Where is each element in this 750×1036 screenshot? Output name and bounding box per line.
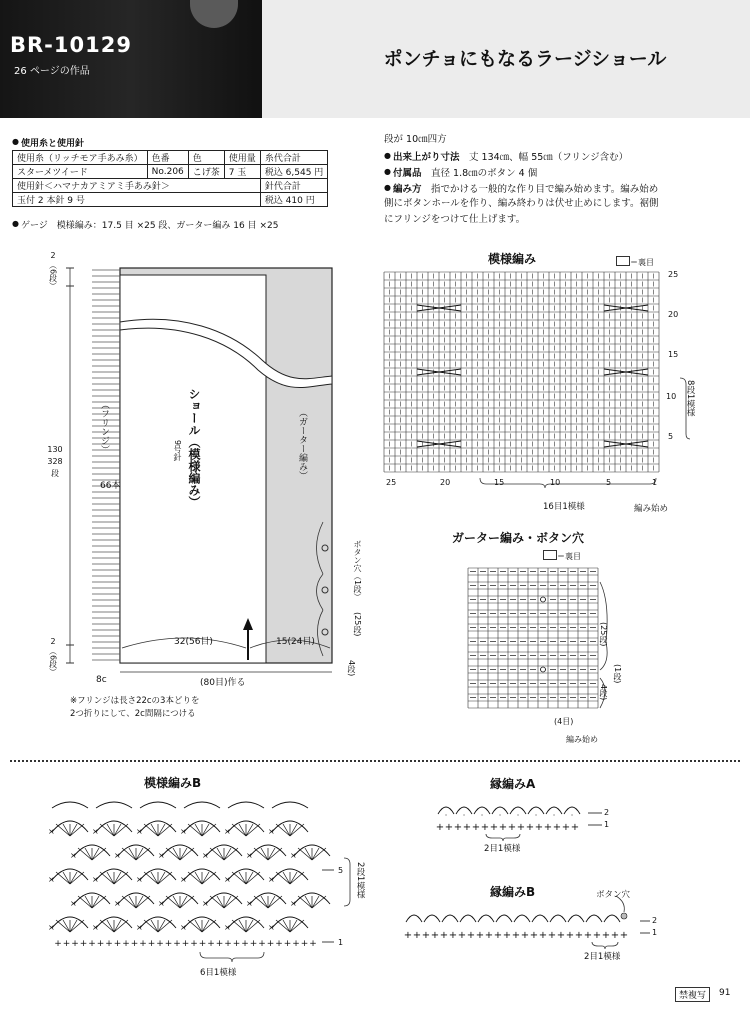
fringe-width: 8c — [96, 675, 107, 685]
size-label: ● 出来上がり寸法 — [384, 152, 460, 163]
svg-text:+: + — [610, 930, 620, 941]
svg-text:+: + — [592, 930, 602, 941]
svg-text:+: + — [444, 822, 454, 833]
svg-text:×: × — [180, 923, 187, 932]
x-tick-1: 1 — [652, 478, 658, 487]
pattern-repeat-rows: 8段1模様 — [685, 380, 695, 417]
svg-text:+: + — [574, 930, 584, 941]
garter-rows-1: (1段) — [613, 664, 622, 684]
svg-text:+: + — [190, 939, 198, 949]
edge-a-title: 縁編みA — [490, 777, 536, 791]
garter-stitches-4: (4目) — [554, 717, 574, 726]
edge-a-repeat: 2目1模様 — [484, 844, 521, 854]
page-title: ポンチョにもなるラージショール — [383, 48, 667, 70]
svg-text:×: × — [70, 899, 77, 908]
pattern-b-rows: 2段1模様 — [355, 862, 365, 899]
svg-text:+: + — [448, 930, 458, 941]
edge-b-buttonhole: ボタン穴 — [596, 890, 631, 900]
svg-text:+: + — [122, 939, 130, 949]
svg-text:+: + — [552, 822, 562, 833]
svg-text:+: + — [249, 939, 258, 949]
width-32: 32(56目) — [174, 637, 213, 647]
svg-text:+: + — [484, 930, 494, 941]
y-tick-25: 25 — [668, 270, 679, 279]
edge-b-title: 縁編みB — [490, 885, 536, 899]
svg-text:+: + — [300, 939, 309, 949]
buttonhole-label: ボタン穴（1段） — [353, 540, 362, 602]
size-value: 丈 134㎝、幅 55㎝（フリンジ含む） — [469, 152, 629, 163]
copy-prohibited-badge: 禁複写 — [675, 987, 710, 1002]
svg-text:×: × — [180, 875, 187, 884]
edge-a-row-2: 2 — [604, 808, 610, 817]
accessories-label: ● 付属品 — [384, 168, 422, 179]
svg-text:+: + — [453, 822, 463, 833]
svg-text:×: × — [224, 827, 231, 836]
table-cell: 針代合計 — [260, 179, 328, 193]
svg-text:+: + — [498, 822, 508, 833]
svg-text:+: + — [471, 822, 481, 833]
svg-text:+: + — [466, 930, 476, 941]
svg-text:·: · — [444, 811, 448, 820]
bottom-dimension: 2 （6段） — [48, 637, 58, 677]
svg-text:+: + — [439, 930, 449, 941]
svg-text:+: + — [547, 930, 557, 941]
svg-text:+: + — [516, 822, 526, 833]
svg-text:+: + — [403, 930, 413, 941]
fringe-note: ※フリンジは長さ22cの3本どりを 2つ折りにして、2c間隔につける — [70, 696, 200, 719]
svg-text:+: + — [164, 939, 173, 949]
svg-text:+: + — [529, 930, 539, 941]
svg-text:+: + — [507, 822, 517, 833]
svg-text:+: + — [292, 939, 300, 949]
svg-text:×: × — [92, 875, 99, 884]
garter-chart-title: ガーター編み・ボタン穴 — [452, 531, 585, 545]
table-cell: 色 — [188, 151, 224, 165]
svg-text:×: × — [290, 899, 297, 908]
svg-text:×: × — [48, 827, 55, 836]
garter-chart-legend: ＝裏目 — [543, 550, 581, 562]
needle-size: 9号針 — [173, 440, 182, 462]
table-cell: 税込 410 円 — [260, 193, 328, 207]
svg-text:×: × — [136, 875, 143, 884]
table-cell: スターメツイード — [13, 165, 148, 179]
fringe-label: （フリンジ） — [99, 400, 109, 454]
svg-text:·: · — [570, 811, 574, 820]
svg-text:×: × — [180, 827, 187, 836]
pattern-repeat: 16目1模様 — [543, 502, 585, 512]
svg-text:×: × — [202, 899, 209, 908]
svg-text:×: × — [202, 851, 209, 860]
svg-text:·: · — [534, 811, 538, 820]
svg-text:+: + — [430, 930, 440, 941]
svg-text:+: + — [570, 822, 580, 833]
x-tick-15: 15 — [494, 478, 505, 487]
svg-text:+: + — [489, 822, 499, 833]
svg-text:+: + — [173, 939, 181, 949]
cast-on-count: (80目)作る — [200, 678, 246, 688]
svg-text:·: · — [516, 811, 520, 820]
svg-text:+: + — [258, 939, 266, 949]
svg-text:·: · — [462, 811, 466, 820]
svg-text:×: × — [136, 827, 143, 836]
y-tick-10: 10 — [666, 392, 677, 401]
svg-text:+: + — [462, 822, 472, 833]
edge-b-repeat: 2目1模様 — [584, 952, 621, 962]
svg-text:·: · — [552, 811, 556, 820]
svg-text:+: + — [54, 939, 62, 949]
method-label: ● 編み方 — [384, 184, 422, 195]
x-tick-20: 20 — [440, 478, 451, 487]
svg-text:+: + — [79, 939, 88, 949]
svg-text:+: + — [275, 939, 283, 949]
svg-text:+: + — [480, 822, 490, 833]
svg-text:+: + — [198, 939, 207, 949]
svg-text:×: × — [92, 923, 99, 932]
svg-text:+: + — [619, 930, 629, 941]
accessories-value: 直径 1.8㎝のボタン 4 個 — [431, 168, 538, 179]
table-cell: こげ茶 — [188, 165, 224, 179]
pattern-b-symbols — [48, 802, 350, 962]
svg-text:+: + — [181, 939, 190, 949]
svg-text:×: × — [290, 851, 297, 860]
x-tick-25: 25 — [386, 478, 397, 487]
table-cell: No.206 — [147, 165, 188, 179]
svg-text:+: + — [232, 939, 241, 949]
garter-rows-4: 4段) — [599, 684, 608, 701]
edge-b-symbols — [404, 896, 650, 949]
method-line-3: にフリンジをつけて仕上げます。 — [384, 214, 526, 225]
svg-text:+: + — [435, 822, 445, 833]
svg-text:+: + — [493, 930, 503, 941]
svg-text:+: + — [511, 930, 521, 941]
svg-text:×: × — [114, 899, 121, 908]
edge-b-row-1: 1 — [652, 928, 658, 937]
y-tick-15: 15 — [668, 350, 679, 359]
svg-text:·: · — [498, 811, 502, 820]
svg-text:×: × — [268, 827, 275, 836]
svg-text:×: × — [224, 875, 231, 884]
svg-text:·: · — [480, 811, 484, 820]
table-cell: 使用針＜ハマナカアミアミ手あみ針＞ — [13, 179, 261, 193]
svg-text:×: × — [224, 923, 231, 932]
svg-text:×: × — [268, 875, 275, 884]
pattern-code: BR-10129 — [10, 33, 132, 57]
rows-25: (25段) — [353, 612, 362, 637]
rows-4: 4段) — [347, 660, 356, 677]
svg-text:+: + — [421, 930, 431, 941]
pattern-chart-legend: ＝裏目 — [616, 256, 654, 268]
svg-text:×: × — [136, 923, 143, 932]
svg-text:+: + — [105, 939, 113, 949]
edge-a-row-1: 1 — [604, 820, 610, 829]
svg-text:+: + — [156, 939, 164, 949]
svg-text:+: + — [207, 939, 215, 949]
svg-text:+: + — [147, 939, 156, 949]
pattern-start: 編み始め — [634, 504, 669, 514]
svg-text:+: + — [96, 939, 105, 949]
svg-text:×: × — [246, 899, 253, 908]
table-cell: 使用量 — [224, 151, 260, 165]
garter-label: （ガーター編み） — [297, 408, 307, 480]
svg-text:×: × — [70, 851, 77, 860]
svg-text:+: + — [88, 939, 96, 949]
svg-text:+: + — [543, 822, 553, 833]
width-15: 15(24目) — [276, 637, 315, 647]
pattern-chart-title: 模様編み — [488, 252, 537, 266]
svg-text:+: + — [113, 939, 122, 949]
svg-text:+: + — [583, 930, 593, 941]
shawl-title: ショール（模様編み） — [187, 388, 201, 508]
svg-text:+: + — [520, 930, 530, 941]
svg-text:+: + — [565, 930, 575, 941]
table-cell: 玉付 2 本針 9 号 — [13, 193, 261, 207]
edge-a-symbols — [436, 807, 602, 841]
svg-text:+: + — [538, 930, 548, 941]
garter-rows-25: (25段) — [599, 622, 608, 647]
svg-text:×: × — [114, 851, 121, 860]
svg-text:+: + — [534, 822, 544, 833]
fringe-count: 66本 — [100, 481, 121, 491]
svg-text:+: + — [309, 939, 317, 949]
svg-text:+: + — [561, 822, 571, 833]
length-dimension: 130 328 段 — [47, 445, 63, 478]
y-tick-5: 5 — [668, 432, 674, 441]
svg-text:+: + — [130, 939, 139, 949]
svg-text:+: + — [457, 930, 467, 941]
y-tick-20: 20 — [668, 310, 679, 319]
pattern-b-repeat: 6目1模様 — [200, 968, 237, 978]
method-line-1: 指でかける一般的な作り目で編み始めます。編み始め — [431, 184, 659, 195]
x-tick-10: 10 — [550, 478, 561, 487]
svg-text:×: × — [158, 899, 165, 908]
table-cell: 7 玉 — [224, 165, 260, 179]
svg-text:×: × — [48, 875, 55, 884]
svg-text:+: + — [215, 939, 224, 949]
pattern-b-row-5: 5 — [338, 866, 344, 875]
svg-text:+: + — [525, 822, 535, 833]
page-reference: 26 ページの作品 — [14, 66, 90, 77]
materials-heading: ● 使用糸と使用針 — [12, 136, 84, 149]
svg-text:+: + — [601, 930, 611, 941]
svg-text:×: × — [158, 851, 165, 860]
svg-text:+: + — [283, 939, 292, 949]
svg-text:+: + — [556, 930, 566, 941]
svg-text:×: × — [48, 923, 55, 932]
svg-text:+: + — [241, 939, 249, 949]
svg-text:+: + — [71, 939, 79, 949]
svg-text:+: + — [62, 939, 71, 949]
top-dimension: 2 （6段） — [48, 251, 58, 291]
x-tick-5: 5 — [606, 478, 612, 487]
pattern-b-title: 模様編みB — [144, 776, 202, 790]
svg-text:+: + — [224, 939, 232, 949]
svg-text:×: × — [246, 851, 253, 860]
gauge-continued: 段が 10㎝四方 — [384, 134, 447, 145]
svg-text:×: × — [92, 827, 99, 836]
page-number: 91 — [719, 988, 731, 998]
edge-b-row-2: 2 — [652, 916, 658, 925]
svg-text:+: + — [502, 930, 512, 941]
table-cell: 糸代合計 — [260, 151, 328, 165]
svg-text:+: + — [412, 930, 422, 941]
svg-text:+: + — [139, 939, 147, 949]
gauge-text: ● ゲージ 模様編み：17.5 目 ×25 段、ガーター編み 16 目 ×25 — [12, 218, 278, 231]
garter-start: 編み始め — [566, 735, 598, 744]
method-line-2: 側にボタンホールを作り、編み終わりは伏せ止めにします。裾側 — [384, 198, 659, 209]
svg-text:×: × — [268, 923, 275, 932]
table-cell: 税込 6,545 円 — [260, 165, 328, 179]
table-cell: 使用糸（リッチモア手あみ糸） — [13, 151, 148, 165]
svg-text:+: + — [475, 930, 485, 941]
table-cell: 色番 — [147, 151, 188, 165]
svg-text:+: + — [266, 939, 275, 949]
pattern-b-row-1: 1 — [338, 938, 344, 947]
